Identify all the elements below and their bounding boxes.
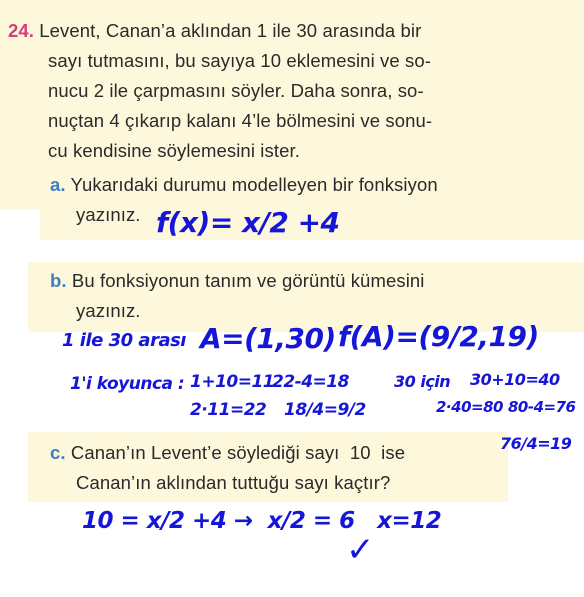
handwritten-work-6: 2·40=80 (436, 398, 503, 416)
part-b-line-1: b. Bu fonksiyonun tanım ve görüntü kümesini (50, 270, 425, 291)
handwritten-domain-note: 1 ile 30 arası (62, 330, 186, 351)
part-a-line-2: yazınız. (76, 204, 141, 225)
handwritten-work-1: 1+10=11 (190, 372, 275, 392)
question-line-2: sayı tutmasını, bu sayıya 10 eklemesini ve so- (48, 50, 431, 71)
question-line-5: cu kendisine söylemesini ister. (48, 140, 300, 161)
handwritten-work-label-30: 30 için (394, 372, 451, 391)
question-number: 24. (8, 20, 35, 41)
question-line-3: nucu 2 ile çarpmasını söyler. Daha sonra, so- (48, 80, 424, 101)
question-line-1: 24. Levent, Canan’a aklından 1 ile 30 arasında bir (8, 20, 422, 41)
part-b-letter: b. (50, 270, 67, 291)
handwritten-domain: A=(1,30) (200, 322, 336, 355)
part-a-line-1: a. Yukarıdaki durumu modelleyen bir fonksiyon (50, 174, 438, 195)
handwritten-work-2: 22-4=18 (272, 372, 349, 392)
question-line-4: nuçtan 4 çıkarıp kalanı 4’le bölmesini ve sonu- (48, 110, 433, 131)
part-a-letter: a. (50, 174, 66, 195)
handwritten-work-3: 2·11=22 (190, 400, 267, 420)
handwritten-answer-c: 10 = x/2 +4 → x/2 = 6 x=12 (82, 508, 442, 534)
part-b-line-2: yazınız. (76, 300, 141, 321)
handwritten-work-label-1: 1'i koyunca : (70, 374, 185, 394)
handwritten-work-4: 18/4=9/2 (284, 400, 366, 420)
handwritten-answer-a: f(x)= x/2 +4 (156, 206, 340, 239)
check-mark-icon: ✓ (346, 530, 374, 570)
part-c-line-1: c. Canan’ın Levent’e söylediği sayı 10 ise (50, 442, 406, 463)
handwritten-work-7: 80-4=76 (508, 398, 576, 416)
part-c-letter: c. (50, 442, 66, 463)
handwritten-range: f(A)=(9/2,19) (338, 320, 539, 353)
handwritten-work-8: 76/4=19 (500, 434, 572, 453)
handwritten-work-5: 30+10=40 (470, 370, 560, 389)
part-c-line-2: Canan’ın aklından tuttuğu sayı kaçtır? (76, 472, 391, 493)
